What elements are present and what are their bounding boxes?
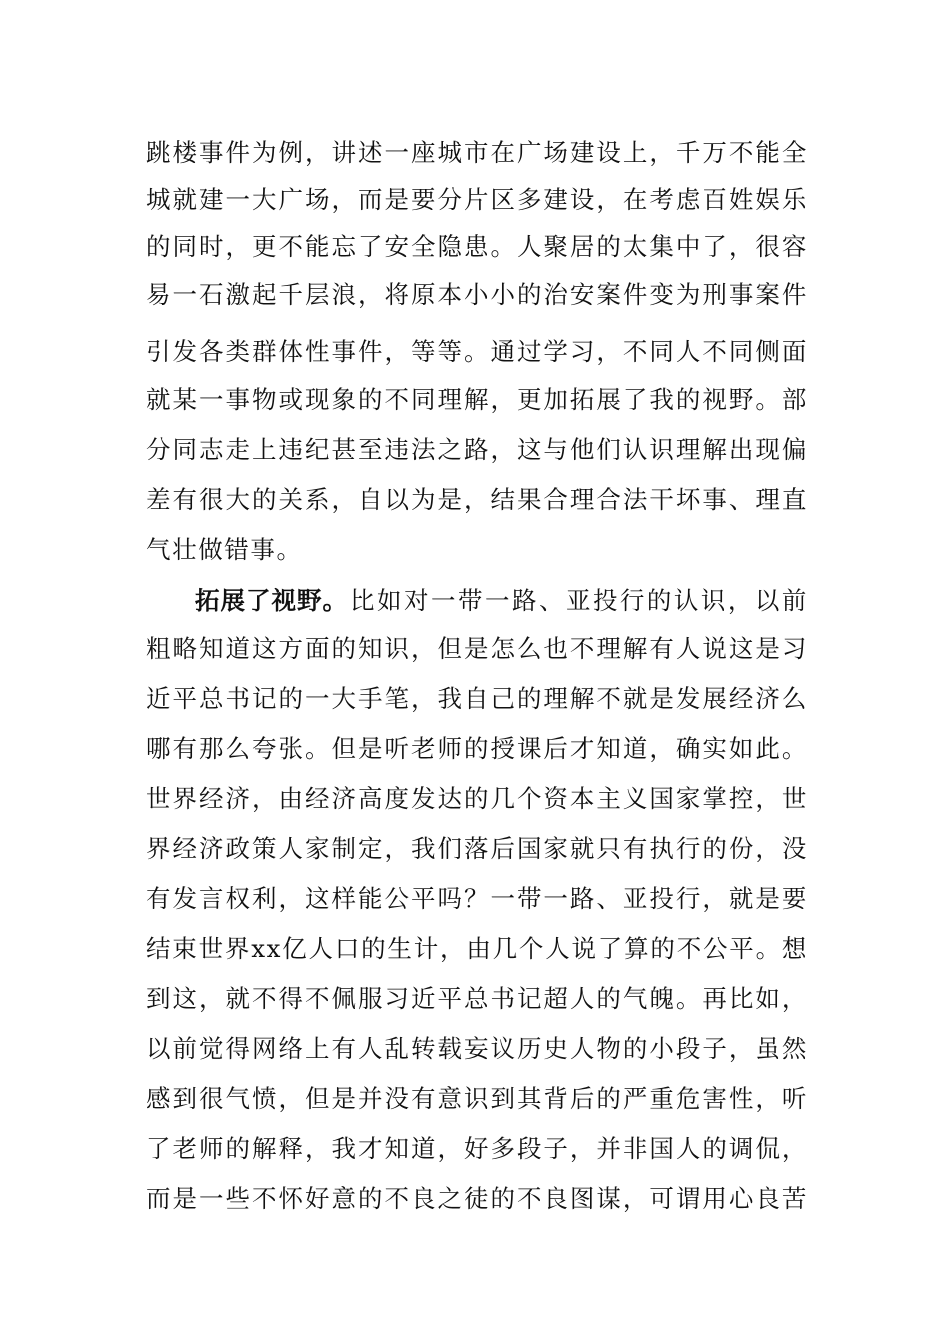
paragraph2-line-4: 哪有那么夸张。但是听老师的授课后才知道，确实如此。: [146, 734, 808, 763]
paragraph2-line-8: 结束世界xx亿人口的生计，由几个人说了算的不公平。想: [146, 934, 808, 963]
paragraph2-line-13: 而是一些不怀好意的不良之徒的不良图谋，可谓用心良苦: [146, 1184, 808, 1213]
paragraph1-line-6: 就某一事物或现象的不同理解，更加拓展了我的视野。部: [146, 385, 808, 414]
paragraph1-line-3: 的同时，更不能忘了安全隐患。人聚居的太集中了，很容: [146, 232, 808, 261]
paragraph2-first-line-text: 比如对一带一路、亚投行的认识，以前: [350, 586, 808, 615]
paragraph2-first-line: [195, 586, 808, 616]
paragraph2-line-7: 有发言权利，这样能公平吗？一带一路、亚投行，就是要: [146, 884, 808, 913]
paragraph2-line-11: 感到很气愤，但是并没有意识到其背后的严重危害性，听: [146, 1084, 808, 1113]
paragraph2-line-12: 了老师的解释，我才知道，好多段子，并非国人的调侃，: [146, 1134, 808, 1163]
paragraph1-line-5: 引发各类群体性事件，等等。通过学习，不同人不同侧面: [146, 337, 808, 366]
paragraph2-line-10: 以前觉得网络上有人乱转载妄议历史人物的小段子，虽然: [146, 1034, 808, 1063]
paragraph1-line-7: 分同志走上违纪甚至违法之路，这与他们认识理解出现偏: [146, 435, 808, 464]
paragraph-heading: 拓展了视野。: [195, 586, 348, 615]
paragraph1-line-2: 城就建一大广场，而是要分片区多建设，在考虑百姓娱乐: [146, 185, 808, 214]
paragraph1-line-1: 跳楼事件为例，讲述一座城市在广场建设上，千万不能全: [146, 138, 808, 167]
paragraph1-line-4: 易一石激起千层浪，将原本小小的治安案件变为刑事案件: [146, 280, 808, 309]
paragraph2-line-5: 世界经济，由经济高度发达的几个资本主义国家掌控，世: [146, 784, 808, 813]
paragraph2-line-3: 近平总书记的一大手笔，我自己的理解不就是发展经济么: [146, 684, 808, 713]
paragraph2-line-9: 到这，就不得不佩服习近平总书记超人的气魄。再比如，: [146, 984, 808, 1013]
paragraph2-line-6: 界经济政策人家制定，我们落后国家就只有执行的份，没: [146, 834, 808, 863]
paragraph1-line-8: 差有很大的关系，自以为是，结果合理合法干坏事、理直: [146, 485, 808, 514]
paragraph2-line-2: 粗略知道这方面的知识，但是怎么也不理解有人说这是习: [146, 634, 808, 663]
paragraph1-line-9: 气壮做错事。: [146, 535, 303, 564]
